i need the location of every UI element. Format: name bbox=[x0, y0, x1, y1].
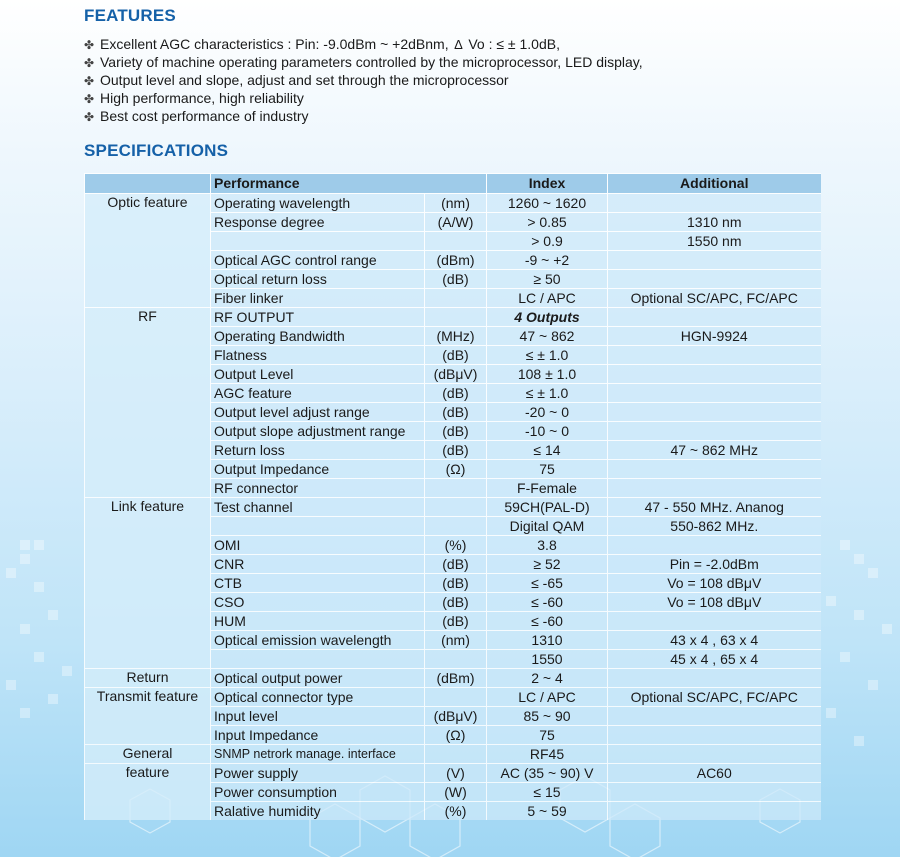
additional-cell: Vo = 108 dBμV bbox=[608, 593, 821, 612]
table-row bbox=[85, 745, 821, 764]
category-cell bbox=[85, 555, 211, 574]
performance-cell: CTB bbox=[211, 574, 425, 593]
unit-cell: (Ω) bbox=[425, 726, 487, 745]
performance-cell: HUM bbox=[211, 612, 425, 631]
category-cell bbox=[85, 517, 211, 536]
table-row bbox=[85, 631, 821, 650]
header-performance: Performance bbox=[211, 174, 487, 194]
additional-cell: 1550 nm bbox=[608, 232, 821, 251]
table-row bbox=[85, 194, 821, 213]
index-cell: ≤ ± 1.0 bbox=[487, 384, 608, 403]
performance-cell: Operating wavelength bbox=[211, 194, 425, 213]
performance-cell: Output level adjust range bbox=[211, 403, 425, 422]
unit-cell: (dB) bbox=[425, 593, 487, 612]
index-cell: ≤ -60 bbox=[487, 612, 608, 631]
table-row bbox=[85, 251, 821, 270]
unit-cell: (dB) bbox=[425, 270, 487, 289]
unit-cell: (dBm) bbox=[425, 251, 487, 270]
index-cell: -10 ~ 0 bbox=[487, 422, 608, 441]
category-cell bbox=[85, 441, 211, 460]
table-row bbox=[85, 764, 821, 783]
unit-cell: (nm) bbox=[425, 631, 487, 650]
unit-cell: (%) bbox=[425, 802, 487, 821]
performance-cell bbox=[211, 517, 425, 536]
unit-cell: (dB) bbox=[425, 346, 487, 365]
additional-cell: HGN-9924 bbox=[608, 327, 821, 346]
table-row bbox=[85, 460, 821, 479]
unit-cell: (dB) bbox=[425, 384, 487, 403]
category-cell: Link feature bbox=[85, 498, 211, 517]
header-category bbox=[85, 174, 211, 194]
additional-cell bbox=[608, 422, 821, 441]
additional-cell bbox=[608, 346, 821, 365]
additional-cell bbox=[608, 365, 821, 384]
performance-cell: Return loss bbox=[211, 441, 425, 460]
additional-cell bbox=[608, 384, 821, 403]
unit-cell: (dB) bbox=[425, 422, 487, 441]
performance-cell: RF OUTPUT bbox=[211, 308, 425, 327]
performance-cell: Fiber linker bbox=[211, 289, 425, 308]
table-row bbox=[85, 726, 821, 745]
performance-cell: CNR bbox=[211, 555, 425, 574]
performance-cell: Optical connector type bbox=[211, 688, 425, 707]
index-cell: > 0.9 bbox=[487, 232, 608, 251]
unit-cell: (V) bbox=[425, 764, 487, 783]
index-cell: -20 ~ 0 bbox=[487, 403, 608, 422]
unit-cell: (nm) bbox=[425, 194, 487, 213]
category-cell bbox=[85, 384, 211, 403]
additional-cell: 45 x 4 , 65 x 4 bbox=[608, 650, 821, 669]
category-cell: RF bbox=[85, 308, 211, 327]
table-body bbox=[85, 194, 821, 821]
features-list bbox=[84, 35, 643, 125]
additional-cell bbox=[608, 270, 821, 289]
table-row bbox=[85, 802, 821, 821]
performance-cell: OMI bbox=[211, 536, 425, 555]
performance-cell: Response degree bbox=[211, 213, 425, 232]
table-row bbox=[85, 308, 821, 327]
table-row bbox=[85, 346, 821, 365]
performance-cell: Output Level bbox=[211, 365, 425, 384]
category-cell: Return bbox=[85, 669, 211, 688]
category-cell bbox=[85, 422, 211, 441]
header-index: Index bbox=[487, 174, 608, 194]
additional-cell bbox=[608, 460, 821, 479]
table-row bbox=[85, 213, 821, 232]
additional-cell bbox=[608, 745, 821, 764]
table-row bbox=[85, 688, 821, 707]
index-cell: 3.8 bbox=[487, 536, 608, 555]
additional-cell bbox=[608, 783, 821, 802]
performance-cell bbox=[211, 232, 425, 251]
category-cell bbox=[85, 251, 211, 270]
additional-cell bbox=[608, 726, 821, 745]
category-cell bbox=[85, 289, 211, 308]
performance-cell: Input level bbox=[211, 707, 425, 726]
additional-cell bbox=[608, 251, 821, 270]
category-cell: General bbox=[85, 745, 211, 764]
category-cell bbox=[85, 574, 211, 593]
index-cell: ≤ ± 1.0 bbox=[487, 346, 608, 365]
additional-cell: Optional SC/APC, FC/APC bbox=[608, 289, 821, 308]
unit-cell bbox=[425, 517, 487, 536]
unit-cell: (dBμV) bbox=[425, 707, 487, 726]
additional-cell: 43 x 4 , 63 x 4 bbox=[608, 631, 821, 650]
index-cell: 108 ± 1.0 bbox=[487, 365, 608, 384]
table-row bbox=[85, 327, 821, 346]
index-cell: RF45 bbox=[487, 745, 608, 764]
category-cell bbox=[85, 213, 211, 232]
category-cell bbox=[85, 726, 211, 745]
performance-cell: SNMP netrork manage. interface bbox=[211, 745, 425, 764]
feature-item: ✤ Best cost performance of industry bbox=[84, 108, 309, 124]
table-row bbox=[85, 479, 821, 498]
performance-cell: Output slope adjustment range bbox=[211, 422, 425, 441]
unit-cell bbox=[425, 289, 487, 308]
performance-cell: Ralative humidity bbox=[211, 802, 425, 821]
additional-cell: Vo = 108 dBμV bbox=[608, 574, 821, 593]
performance-cell: Flatness bbox=[211, 346, 425, 365]
unit-cell: (dBμV) bbox=[425, 365, 487, 384]
index-cell: LC / APC bbox=[487, 688, 608, 707]
index-cell: AC (35 ~ 90) V bbox=[487, 764, 608, 783]
table-row bbox=[85, 422, 821, 441]
feature-item: ✤ High performance, high reliability bbox=[84, 90, 304, 106]
category-cell: feature bbox=[85, 764, 211, 783]
index-cell: 75 bbox=[487, 726, 608, 745]
table-row bbox=[85, 783, 821, 802]
index-cell: 1260 ~ 1620 bbox=[487, 194, 608, 213]
additional-cell bbox=[608, 194, 821, 213]
bullet-icon: ✤ bbox=[84, 38, 95, 52]
performance-cell: RF connector bbox=[211, 479, 425, 498]
performance-cell: CSO bbox=[211, 593, 425, 612]
unit-cell: (MHz) bbox=[425, 327, 487, 346]
category-cell bbox=[85, 612, 211, 631]
table-row bbox=[85, 612, 821, 631]
bullet-icon: ✤ bbox=[84, 56, 95, 70]
performance-cell: Operating Bandwidth bbox=[211, 327, 425, 346]
unit-cell bbox=[425, 650, 487, 669]
unit-cell bbox=[425, 688, 487, 707]
category-cell bbox=[85, 365, 211, 384]
table-row bbox=[85, 593, 821, 612]
table-row bbox=[85, 384, 821, 403]
bullet-icon: ✤ bbox=[84, 92, 95, 106]
performance-cell: Power supply bbox=[211, 764, 425, 783]
specifications-table bbox=[84, 173, 821, 820]
bullet-icon: ✤ bbox=[84, 110, 95, 124]
table-header-row bbox=[85, 174, 821, 194]
category-cell bbox=[85, 707, 211, 726]
unit-cell: (A/W) bbox=[425, 213, 487, 232]
unit-cell bbox=[425, 498, 487, 517]
index-cell: -9 ~ +2 bbox=[487, 251, 608, 270]
additional-cell: 550-862 MHz. bbox=[608, 517, 821, 536]
performance-cell: Output Impedance bbox=[211, 460, 425, 479]
index-cell: ≤ -60 bbox=[487, 593, 608, 612]
unit-cell bbox=[425, 479, 487, 498]
performance-cell bbox=[211, 650, 425, 669]
table-row bbox=[85, 498, 821, 517]
table-row bbox=[85, 365, 821, 384]
additional-cell: 1310 nm bbox=[608, 213, 821, 232]
category-cell bbox=[85, 232, 211, 251]
category-cell: Transmit feature bbox=[85, 688, 211, 707]
unit-cell bbox=[425, 308, 487, 327]
index-cell: ≤ 14 bbox=[487, 441, 608, 460]
index-cell: 59CH(PAL-D) bbox=[487, 498, 608, 517]
additional-cell bbox=[608, 536, 821, 555]
category-cell bbox=[85, 460, 211, 479]
index-cell: 2 ~ 4 bbox=[487, 669, 608, 688]
index-cell: ≤ -65 bbox=[487, 574, 608, 593]
unit-cell: (dB) bbox=[425, 612, 487, 631]
performance-cell: Optical emission wavelength bbox=[211, 631, 425, 650]
unit-cell: (dB) bbox=[425, 441, 487, 460]
index-cell: 85 ~ 90 bbox=[487, 707, 608, 726]
category-cell bbox=[85, 536, 211, 555]
index-cell: 1550 bbox=[487, 650, 608, 669]
category-cell bbox=[85, 479, 211, 498]
table-row bbox=[85, 270, 821, 289]
performance-cell: Test channel bbox=[211, 498, 425, 517]
index-cell: 5 ~ 59 bbox=[487, 802, 608, 821]
category-cell bbox=[85, 783, 211, 802]
feature-item: ✤ Variety of machine operating parameters controlled by the microprocessor, LED display, bbox=[84, 54, 643, 70]
table-row bbox=[85, 555, 821, 574]
index-cell: > 0.85 bbox=[487, 213, 608, 232]
table-row bbox=[85, 289, 821, 308]
table-row bbox=[85, 517, 821, 536]
performance-cell: Input Impedance bbox=[211, 726, 425, 745]
category-cell bbox=[85, 650, 211, 669]
unit-cell: (dB) bbox=[425, 574, 487, 593]
table-row bbox=[85, 707, 821, 726]
performance-cell: Optical output power bbox=[211, 669, 425, 688]
feature-item: ✤ Output level and slope, adjust and set through the microprocessor bbox=[84, 72, 509, 88]
category-cell bbox=[85, 346, 211, 365]
index-cell: LC / APC bbox=[487, 289, 608, 308]
performance-cell: AGC feature bbox=[211, 384, 425, 403]
index-cell: ≥ 50 bbox=[487, 270, 608, 289]
additional-cell: 47 - 550 MHz. Ananog bbox=[608, 498, 821, 517]
additional-cell bbox=[608, 669, 821, 688]
unit-cell: (W) bbox=[425, 783, 487, 802]
table-row bbox=[85, 403, 821, 422]
performance-cell: Optical return loss bbox=[211, 270, 425, 289]
category-cell bbox=[85, 593, 211, 612]
index-cell: 47 ~ 862 bbox=[487, 327, 608, 346]
additional-cell bbox=[608, 707, 821, 726]
header-additional: Additional bbox=[608, 174, 821, 194]
index-cell: 75 bbox=[487, 460, 608, 479]
table-row bbox=[85, 574, 821, 593]
category-cell: Optic feature bbox=[85, 194, 211, 213]
unit-cell: (dB) bbox=[425, 555, 487, 574]
index-cell: Digital QAM bbox=[487, 517, 608, 536]
features-title: FEATURES bbox=[84, 6, 176, 25]
unit-cell: (Ω) bbox=[425, 460, 487, 479]
delta-icon: ∆ bbox=[454, 37, 463, 52]
unit-cell: (dB) bbox=[425, 403, 487, 422]
category-cell bbox=[85, 802, 211, 821]
category-cell bbox=[85, 270, 211, 289]
additional-cell bbox=[608, 403, 821, 422]
category-cell bbox=[85, 403, 211, 422]
specifications-title: SPECIFICATIONS bbox=[84, 141, 229, 160]
additional-cell bbox=[608, 308, 821, 327]
index-cell: ≤ 15 bbox=[487, 783, 608, 802]
performance-cell: Optical AGC control range bbox=[211, 251, 425, 270]
table-row bbox=[85, 669, 821, 688]
index-cell: 1310 bbox=[487, 631, 608, 650]
category-cell bbox=[85, 631, 211, 650]
index-cell: ≥ 52 bbox=[487, 555, 608, 574]
feature-item: ✤ Excellent AGC characteristics : Pin: -9.0dBm ~ +2dBnm, ∆ Vo : ≤ ± 1.0dB, bbox=[84, 36, 560, 52]
bullet-icon: ✤ bbox=[84, 74, 95, 88]
category-cell bbox=[85, 327, 211, 346]
table-row bbox=[85, 536, 821, 555]
additional-cell bbox=[608, 479, 821, 498]
additional-cell: Pin = -2.0dBm bbox=[608, 555, 821, 574]
table-row bbox=[85, 441, 821, 460]
unit-cell bbox=[425, 745, 487, 764]
unit-cell: (%) bbox=[425, 536, 487, 555]
performance-cell: Power consumption bbox=[211, 783, 425, 802]
table-row bbox=[85, 232, 821, 251]
index-cell: 4 Outputs bbox=[487, 308, 608, 327]
unit-cell: (dBm) bbox=[425, 669, 487, 688]
additional-cell: AC60 bbox=[608, 764, 821, 783]
table-row bbox=[85, 650, 821, 669]
index-cell: F-Female bbox=[487, 479, 608, 498]
additional-cell bbox=[608, 612, 821, 631]
additional-cell: 47 ~ 862 MHz bbox=[608, 441, 821, 460]
additional-cell: Optional SC/APC, FC/APC bbox=[608, 688, 821, 707]
unit-cell bbox=[425, 232, 487, 251]
additional-cell bbox=[608, 802, 821, 821]
